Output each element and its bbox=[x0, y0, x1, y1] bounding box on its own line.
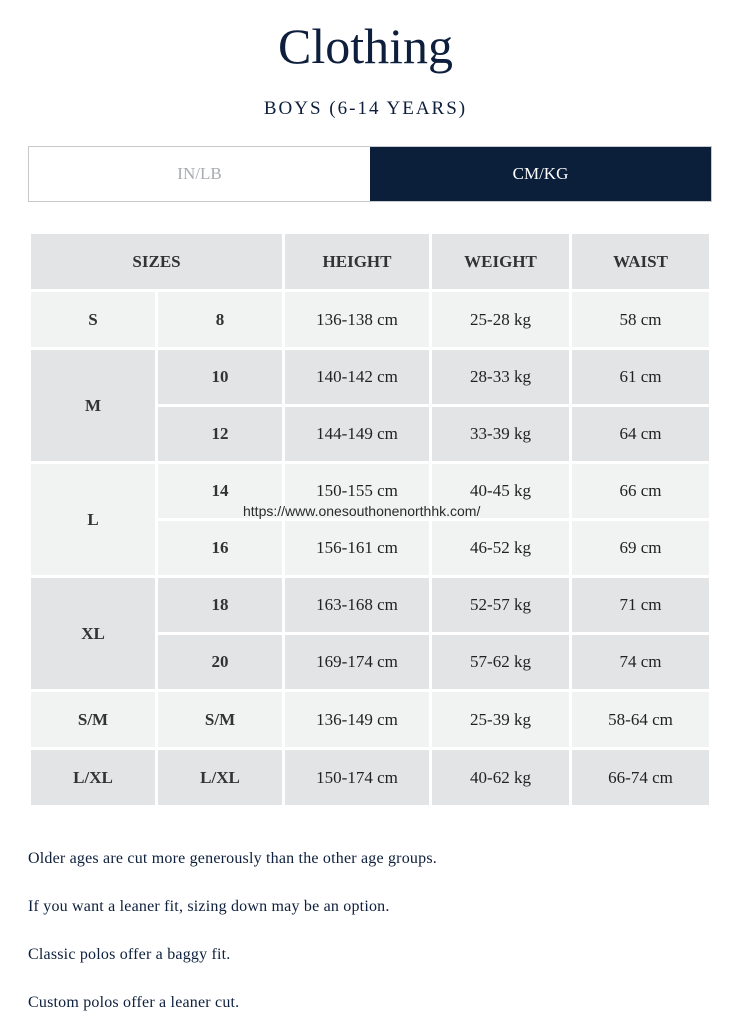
height-value: 169-174 cm bbox=[285, 635, 429, 689]
size-label: XL bbox=[31, 578, 155, 689]
note-line: If you want a leaner fit, sizing down may be an option. bbox=[28, 898, 390, 915]
table-row bbox=[31, 292, 709, 347]
page-subtitle: BOYS (6-14 YEARS) bbox=[263, 98, 468, 119]
size-number: 8 bbox=[158, 292, 282, 347]
weight-value: 46-52 kg bbox=[432, 521, 569, 575]
weight-value: 40-62 kg bbox=[432, 750, 569, 805]
height-value: 163-168 cm bbox=[285, 578, 429, 632]
waist-value: 71 cm bbox=[572, 578, 709, 632]
waist-value: 74 cm bbox=[572, 635, 709, 689]
weight-value: 57-62 kg bbox=[432, 635, 569, 689]
waist-value: 64 cm bbox=[572, 407, 709, 461]
header-waist: WAIST bbox=[572, 234, 709, 289]
watermark-url: https://www.onesouthonenorthhk.com/ bbox=[243, 503, 481, 519]
weight-value: 28-33 kg bbox=[432, 350, 569, 404]
weight-value: 25-39 kg bbox=[432, 692, 569, 747]
waist-value: 66 cm bbox=[572, 464, 709, 518]
waist-value: 58 cm bbox=[572, 292, 709, 347]
size-number: 18 bbox=[158, 578, 282, 632]
height-value: 144-149 cm bbox=[285, 407, 429, 461]
unit-option-in-lb[interactable]: IN/LB bbox=[29, 147, 370, 201]
size-number: 20 bbox=[158, 635, 282, 689]
weight-value: 52-57 kg bbox=[432, 578, 569, 632]
height-value: 136-149 cm bbox=[285, 692, 429, 747]
waist-value: 58-64 cm bbox=[572, 692, 709, 747]
unit-toggle bbox=[28, 146, 712, 202]
size-number: 16 bbox=[158, 521, 282, 575]
note-line: Custom polos offer a leaner cut. bbox=[28, 994, 240, 1011]
size-label: S/M bbox=[31, 692, 155, 747]
size-label: L/XL bbox=[31, 750, 155, 805]
table-row bbox=[31, 750, 709, 805]
header-weight: WEIGHT bbox=[432, 234, 569, 289]
unit-option-cm-kg[interactable]: CM/KG bbox=[370, 147, 711, 201]
height-value: 156-161 cm bbox=[285, 521, 429, 575]
size-label: L bbox=[31, 464, 155, 575]
size-label: M bbox=[31, 350, 155, 461]
size-number: 12 bbox=[158, 407, 282, 461]
table-row bbox=[31, 350, 709, 404]
waist-value: 61 cm bbox=[572, 350, 709, 404]
weight-value: 33-39 kg bbox=[432, 407, 569, 461]
note-line: Older ages are cut more generously than the other age groups. bbox=[28, 850, 437, 867]
weight-value: 40-45 kg bbox=[432, 464, 569, 518]
height-value: 150-174 cm bbox=[285, 750, 429, 805]
waist-value: 69 cm bbox=[572, 521, 709, 575]
size-number: 10 bbox=[158, 350, 282, 404]
weight-value: 25-28 kg bbox=[432, 292, 569, 347]
height-value: 150-155 cm bbox=[285, 464, 429, 518]
header-height: HEIGHT bbox=[285, 234, 429, 289]
waist-value: 66-74 cm bbox=[572, 750, 709, 805]
height-value: 140-142 cm bbox=[285, 350, 429, 404]
page-title: Clothing bbox=[277, 18, 454, 74]
height-value: 136-138 cm bbox=[285, 292, 429, 347]
table-row bbox=[31, 692, 709, 747]
header-sizes: SIZES bbox=[31, 234, 282, 289]
size-number: S/M bbox=[158, 692, 282, 747]
note-line: Classic polos offer a baggy fit. bbox=[28, 946, 231, 963]
size-chart-table bbox=[28, 231, 712, 808]
size-number: 14 bbox=[158, 464, 282, 518]
size-label: S bbox=[31, 292, 155, 347]
size-number: L/XL bbox=[158, 750, 282, 805]
table-row bbox=[31, 578, 709, 632]
